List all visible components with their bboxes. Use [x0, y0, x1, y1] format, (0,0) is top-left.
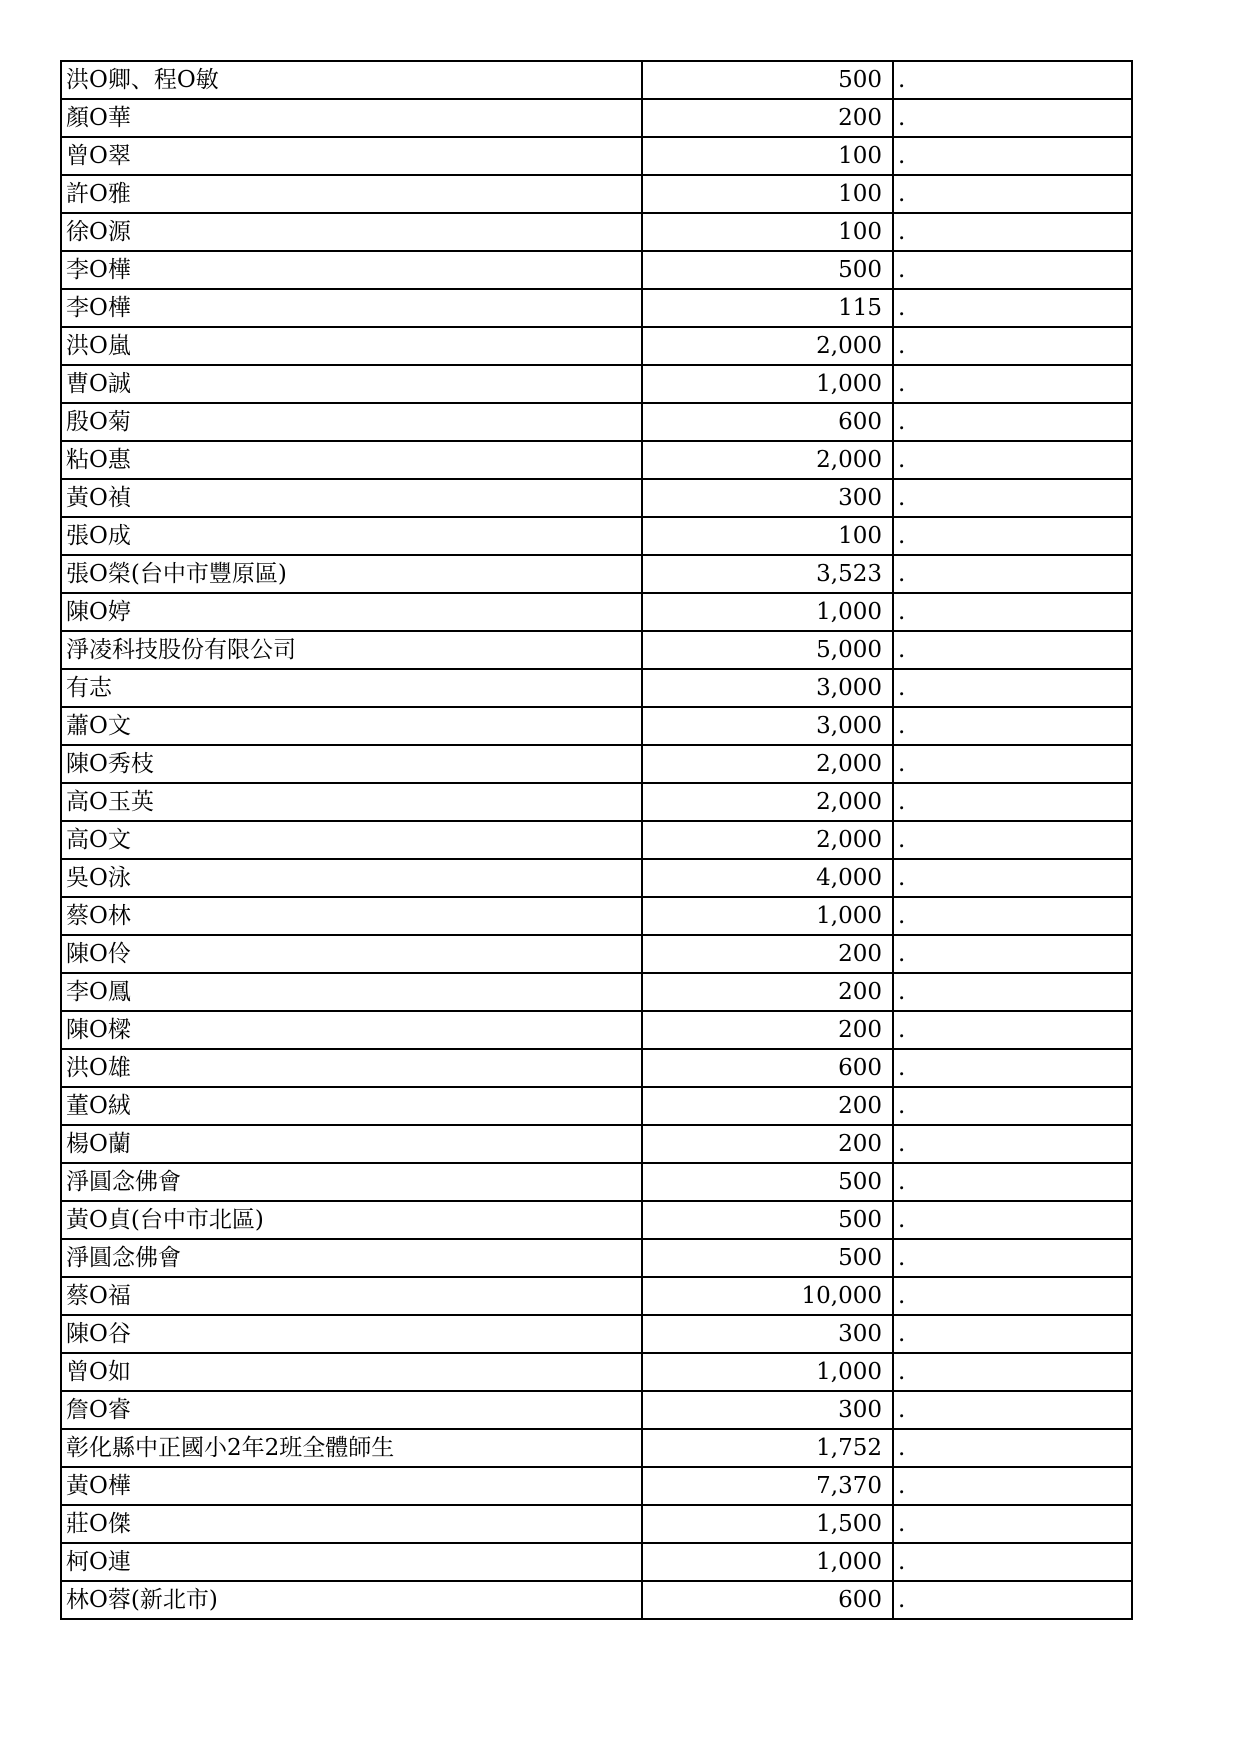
note-cell: .	[893, 1125, 1132, 1163]
note-cell: .	[893, 973, 1132, 1011]
note-cell: .	[893, 821, 1132, 859]
donation-table	[60, 60, 1133, 1620]
table-row	[61, 1011, 1132, 1049]
donor-name-cell: 洪O卿、程O敏	[61, 61, 642, 99]
note-cell: .	[893, 555, 1132, 593]
note-cell: .	[893, 1087, 1132, 1125]
donor-name-cell: 徐O源	[61, 213, 642, 251]
donor-name-cell: 曹O誠	[61, 365, 642, 403]
table-row	[61, 859, 1132, 897]
donor-name-cell: 吳O泳	[61, 859, 642, 897]
table-row	[61, 593, 1132, 631]
note-cell: .	[893, 1201, 1132, 1239]
donation-amount-cell: 200	[642, 99, 893, 137]
donor-name-cell: 高O文	[61, 821, 642, 859]
donation-amount-cell: 1,000	[642, 593, 893, 631]
table-row	[61, 479, 1132, 517]
note-cell: .	[893, 1543, 1132, 1581]
donation-amount-cell: 3,000	[642, 669, 893, 707]
donor-name-cell: 曾O如	[61, 1353, 642, 1391]
note-cell: .	[893, 99, 1132, 137]
table-row	[61, 973, 1132, 1011]
table-row	[61, 1429, 1132, 1467]
donor-name-cell: 柯O連	[61, 1543, 642, 1581]
table-row	[61, 1277, 1132, 1315]
note-cell: .	[893, 251, 1132, 289]
donation-amount-cell: 500	[642, 251, 893, 289]
donor-name-cell: 林O蓉(新北市)	[61, 1581, 642, 1619]
note-cell: .	[893, 61, 1132, 99]
donation-amount-cell: 2,000	[642, 441, 893, 479]
table-row	[61, 631, 1132, 669]
table-row	[61, 365, 1132, 403]
note-cell: .	[893, 707, 1132, 745]
donor-name-cell: 黃O貞(台中市北區)	[61, 1201, 642, 1239]
table-row	[61, 251, 1132, 289]
donor-name-cell: 陳O谷	[61, 1315, 642, 1353]
note-cell: .	[893, 441, 1132, 479]
note-cell: .	[893, 1505, 1132, 1543]
donation-amount-cell: 1,000	[642, 1353, 893, 1391]
note-cell: .	[893, 1391, 1132, 1429]
donation-amount-cell: 7,370	[642, 1467, 893, 1505]
note-cell: .	[893, 593, 1132, 631]
donation-amount-cell: 200	[642, 1011, 893, 1049]
donor-name-cell: 蔡O林	[61, 897, 642, 935]
note-cell: .	[893, 1429, 1132, 1467]
donor-name-cell: 黃O禎	[61, 479, 642, 517]
donor-name-cell: 高O玉英	[61, 783, 642, 821]
donation-amount-cell: 3,523	[642, 555, 893, 593]
donation-amount-cell: 600	[642, 1049, 893, 1087]
donor-name-cell: 顏O華	[61, 99, 642, 137]
donation-amount-cell: 1,752	[642, 1429, 893, 1467]
note-cell: .	[893, 1467, 1132, 1505]
note-cell: .	[893, 175, 1132, 213]
donation-amount-cell: 2,000	[642, 745, 893, 783]
note-cell: .	[893, 897, 1132, 935]
note-cell: .	[893, 1353, 1132, 1391]
donation-amount-cell: 1,000	[642, 1543, 893, 1581]
donor-name-cell: 陳O秀枝	[61, 745, 642, 783]
donor-name-cell: 洪O雄	[61, 1049, 642, 1087]
donor-name-cell: 陳O樑	[61, 1011, 642, 1049]
note-cell: .	[893, 1049, 1132, 1087]
donor-name-cell: 董O絨	[61, 1087, 642, 1125]
donation-amount-cell: 115	[642, 289, 893, 327]
donor-name-cell: 李O樺	[61, 251, 642, 289]
donor-name-cell: 陳O伶	[61, 935, 642, 973]
note-cell: .	[893, 745, 1132, 783]
table-row	[61, 1505, 1132, 1543]
table-row	[61, 1353, 1132, 1391]
note-cell: .	[893, 479, 1132, 517]
donation-amount-cell: 300	[642, 1315, 893, 1353]
table-row	[61, 1049, 1132, 1087]
note-cell: .	[893, 631, 1132, 669]
note-cell: .	[893, 1163, 1132, 1201]
note-cell: .	[893, 213, 1132, 251]
note-cell: .	[893, 935, 1132, 973]
donor-name-cell: 曾O翠	[61, 137, 642, 175]
note-cell: .	[893, 1277, 1132, 1315]
note-cell: .	[893, 365, 1132, 403]
donation-amount-cell: 5,000	[642, 631, 893, 669]
donation-amount-cell: 1,000	[642, 365, 893, 403]
donor-name-cell: 彰化縣中正國小2年2班全體師生	[61, 1429, 642, 1467]
table-row	[61, 669, 1132, 707]
donation-amount-cell: 200	[642, 1125, 893, 1163]
table-row	[61, 745, 1132, 783]
donor-name-cell: 粘O惠	[61, 441, 642, 479]
note-cell: .	[893, 1239, 1132, 1277]
note-cell: .	[893, 1315, 1132, 1353]
donation-amount-cell: 500	[642, 61, 893, 99]
donation-amount-cell: 3,000	[642, 707, 893, 745]
donation-amount-cell: 500	[642, 1201, 893, 1239]
table-row	[61, 1125, 1132, 1163]
donor-name-cell: 許O雅	[61, 175, 642, 213]
table-row	[61, 1087, 1132, 1125]
donor-name-cell: 張O成	[61, 517, 642, 555]
note-cell: .	[893, 137, 1132, 175]
donation-amount-cell: 200	[642, 1087, 893, 1125]
table-row	[61, 327, 1132, 365]
donation-amount-cell: 2,000	[642, 821, 893, 859]
donor-name-cell: 淨圓念佛會	[61, 1163, 642, 1201]
donation-amount-cell: 300	[642, 1391, 893, 1429]
table-row	[61, 175, 1132, 213]
donation-amount-cell: 200	[642, 973, 893, 1011]
table-row	[61, 1391, 1132, 1429]
note-cell: .	[893, 859, 1132, 897]
donation-amount-cell: 500	[642, 1163, 893, 1201]
donor-name-cell: 有志	[61, 669, 642, 707]
note-cell: .	[893, 1581, 1132, 1619]
donation-amount-cell: 100	[642, 213, 893, 251]
donation-amount-cell: 100	[642, 137, 893, 175]
donation-amount-cell: 2,000	[642, 327, 893, 365]
note-cell: .	[893, 327, 1132, 365]
donor-name-cell: 蔡O福	[61, 1277, 642, 1315]
note-cell: .	[893, 517, 1132, 555]
donation-amount-cell: 10,000	[642, 1277, 893, 1315]
donation-amount-cell: 500	[642, 1239, 893, 1277]
donor-name-cell: 殷O菊	[61, 403, 642, 441]
table-row	[61, 1315, 1132, 1353]
note-cell: .	[893, 1011, 1132, 1049]
table-row	[61, 403, 1132, 441]
table-row	[61, 1239, 1132, 1277]
table-row	[61, 61, 1132, 99]
table-row	[61, 897, 1132, 935]
table-row	[61, 707, 1132, 745]
donor-name-cell: 蕭O文	[61, 707, 642, 745]
note-cell: .	[893, 289, 1132, 327]
donation-amount-cell: 100	[642, 175, 893, 213]
table-row	[61, 555, 1132, 593]
table-row	[61, 213, 1132, 251]
donor-name-cell: 李O鳳	[61, 973, 642, 1011]
table-row	[61, 821, 1132, 859]
donation-amount-cell: 2,000	[642, 783, 893, 821]
table-row	[61, 1543, 1132, 1581]
donor-name-cell: 黃O樺	[61, 1467, 642, 1505]
donor-name-cell: 淨凌科技股份有限公司	[61, 631, 642, 669]
donation-amount-cell: 1,000	[642, 897, 893, 935]
donor-name-cell: 洪O嵐	[61, 327, 642, 365]
table-row	[61, 1201, 1132, 1239]
donation-amount-cell: 1,500	[642, 1505, 893, 1543]
donation-amount-cell: 600	[642, 1581, 893, 1619]
donor-name-cell: 詹O睿	[61, 1391, 642, 1429]
table-row	[61, 99, 1132, 137]
donor-name-cell: 陳O婷	[61, 593, 642, 631]
note-cell: .	[893, 403, 1132, 441]
table-row	[61, 1581, 1132, 1619]
table-row	[61, 517, 1132, 555]
donation-amount-cell: 300	[642, 479, 893, 517]
donation-rows	[61, 61, 1132, 1619]
donor-name-cell: 張O榮(台中市豐原區)	[61, 555, 642, 593]
donation-amount-cell: 600	[642, 403, 893, 441]
table-row	[61, 289, 1132, 327]
donation-amount-cell: 100	[642, 517, 893, 555]
note-cell: .	[893, 783, 1132, 821]
table-row	[61, 783, 1132, 821]
donation-amount-cell: 200	[642, 935, 893, 973]
table-row	[61, 137, 1132, 175]
table-row	[61, 1467, 1132, 1505]
table-row	[61, 1163, 1132, 1201]
note-cell: .	[893, 669, 1132, 707]
table-row	[61, 935, 1132, 973]
donor-name-cell: 淨圓念佛會	[61, 1239, 642, 1277]
donor-name-cell: 莊O傑	[61, 1505, 642, 1543]
donor-name-cell: 李O樺	[61, 289, 642, 327]
donor-name-cell: 楊O蘭	[61, 1125, 642, 1163]
donation-amount-cell: 4,000	[642, 859, 893, 897]
table-row	[61, 441, 1132, 479]
